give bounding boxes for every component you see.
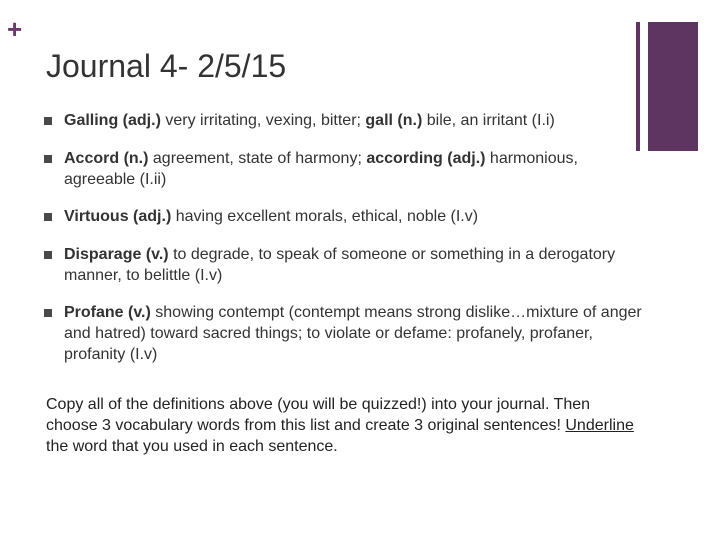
vocab-item [44,206,644,227]
square-bullet-icon [44,213,52,221]
vocab-definition: to degrade, to speak of someone or something in a derogatory manner, to belittle (I.v) [64,246,616,284]
square-bullet-icon [44,155,52,163]
vocab-item [44,302,644,365]
vocab-term: gall (n.) [365,112,423,129]
instructions-text: Copy all of the definitions above (you will be quizzed!) into your journal. Then choose 3 vocabulary words from this list and create 3 original sentences! [46,396,591,434]
vocab-term: Profane (v.) [64,304,151,321]
square-bullet-icon [44,117,52,125]
vocabulary-list [44,110,644,365]
vocab-term: Disparage (v.) [64,246,169,263]
vocab-item [44,244,644,286]
vocab-item [44,148,644,190]
vocab-definition: agreement, state of harmony; [148,150,367,167]
vocab-term: according (adj.) [366,150,486,167]
instructions-text-end: the word that you used in each sentence. [46,438,338,455]
instructions-paragraph [46,394,646,457]
vocab-definition: having excellent morals, ethical, noble (I.v) [171,208,479,225]
vocab-definition: very irritating, vexing, bitter; [160,112,366,129]
vocab-item [44,110,644,131]
accent-bar-thick [648,22,698,151]
square-bullet-icon [44,309,52,317]
vocab-term: Virtuous (adj.) [64,208,172,225]
plus-icon: + [7,14,23,44]
underlined-word: Underline [565,417,634,434]
vocab-definition: bile, an irritant (I.i) [422,112,555,129]
vocab-term: Galling (adj.) [64,112,161,129]
vocab-definition: showing contempt (contempt means strong dislike…mixture of anger and hatred) toward sacred things; to violate or defame: profanely, profaner, profanity (I.v) [64,304,642,363]
slide-title: Journal 4- 2/5/15 [46,48,287,84]
vocab-term: Accord (n.) [64,150,149,167]
vocab-definition: harmonious, agreeable (I.ii) [64,150,578,188]
square-bullet-icon [44,251,52,259]
